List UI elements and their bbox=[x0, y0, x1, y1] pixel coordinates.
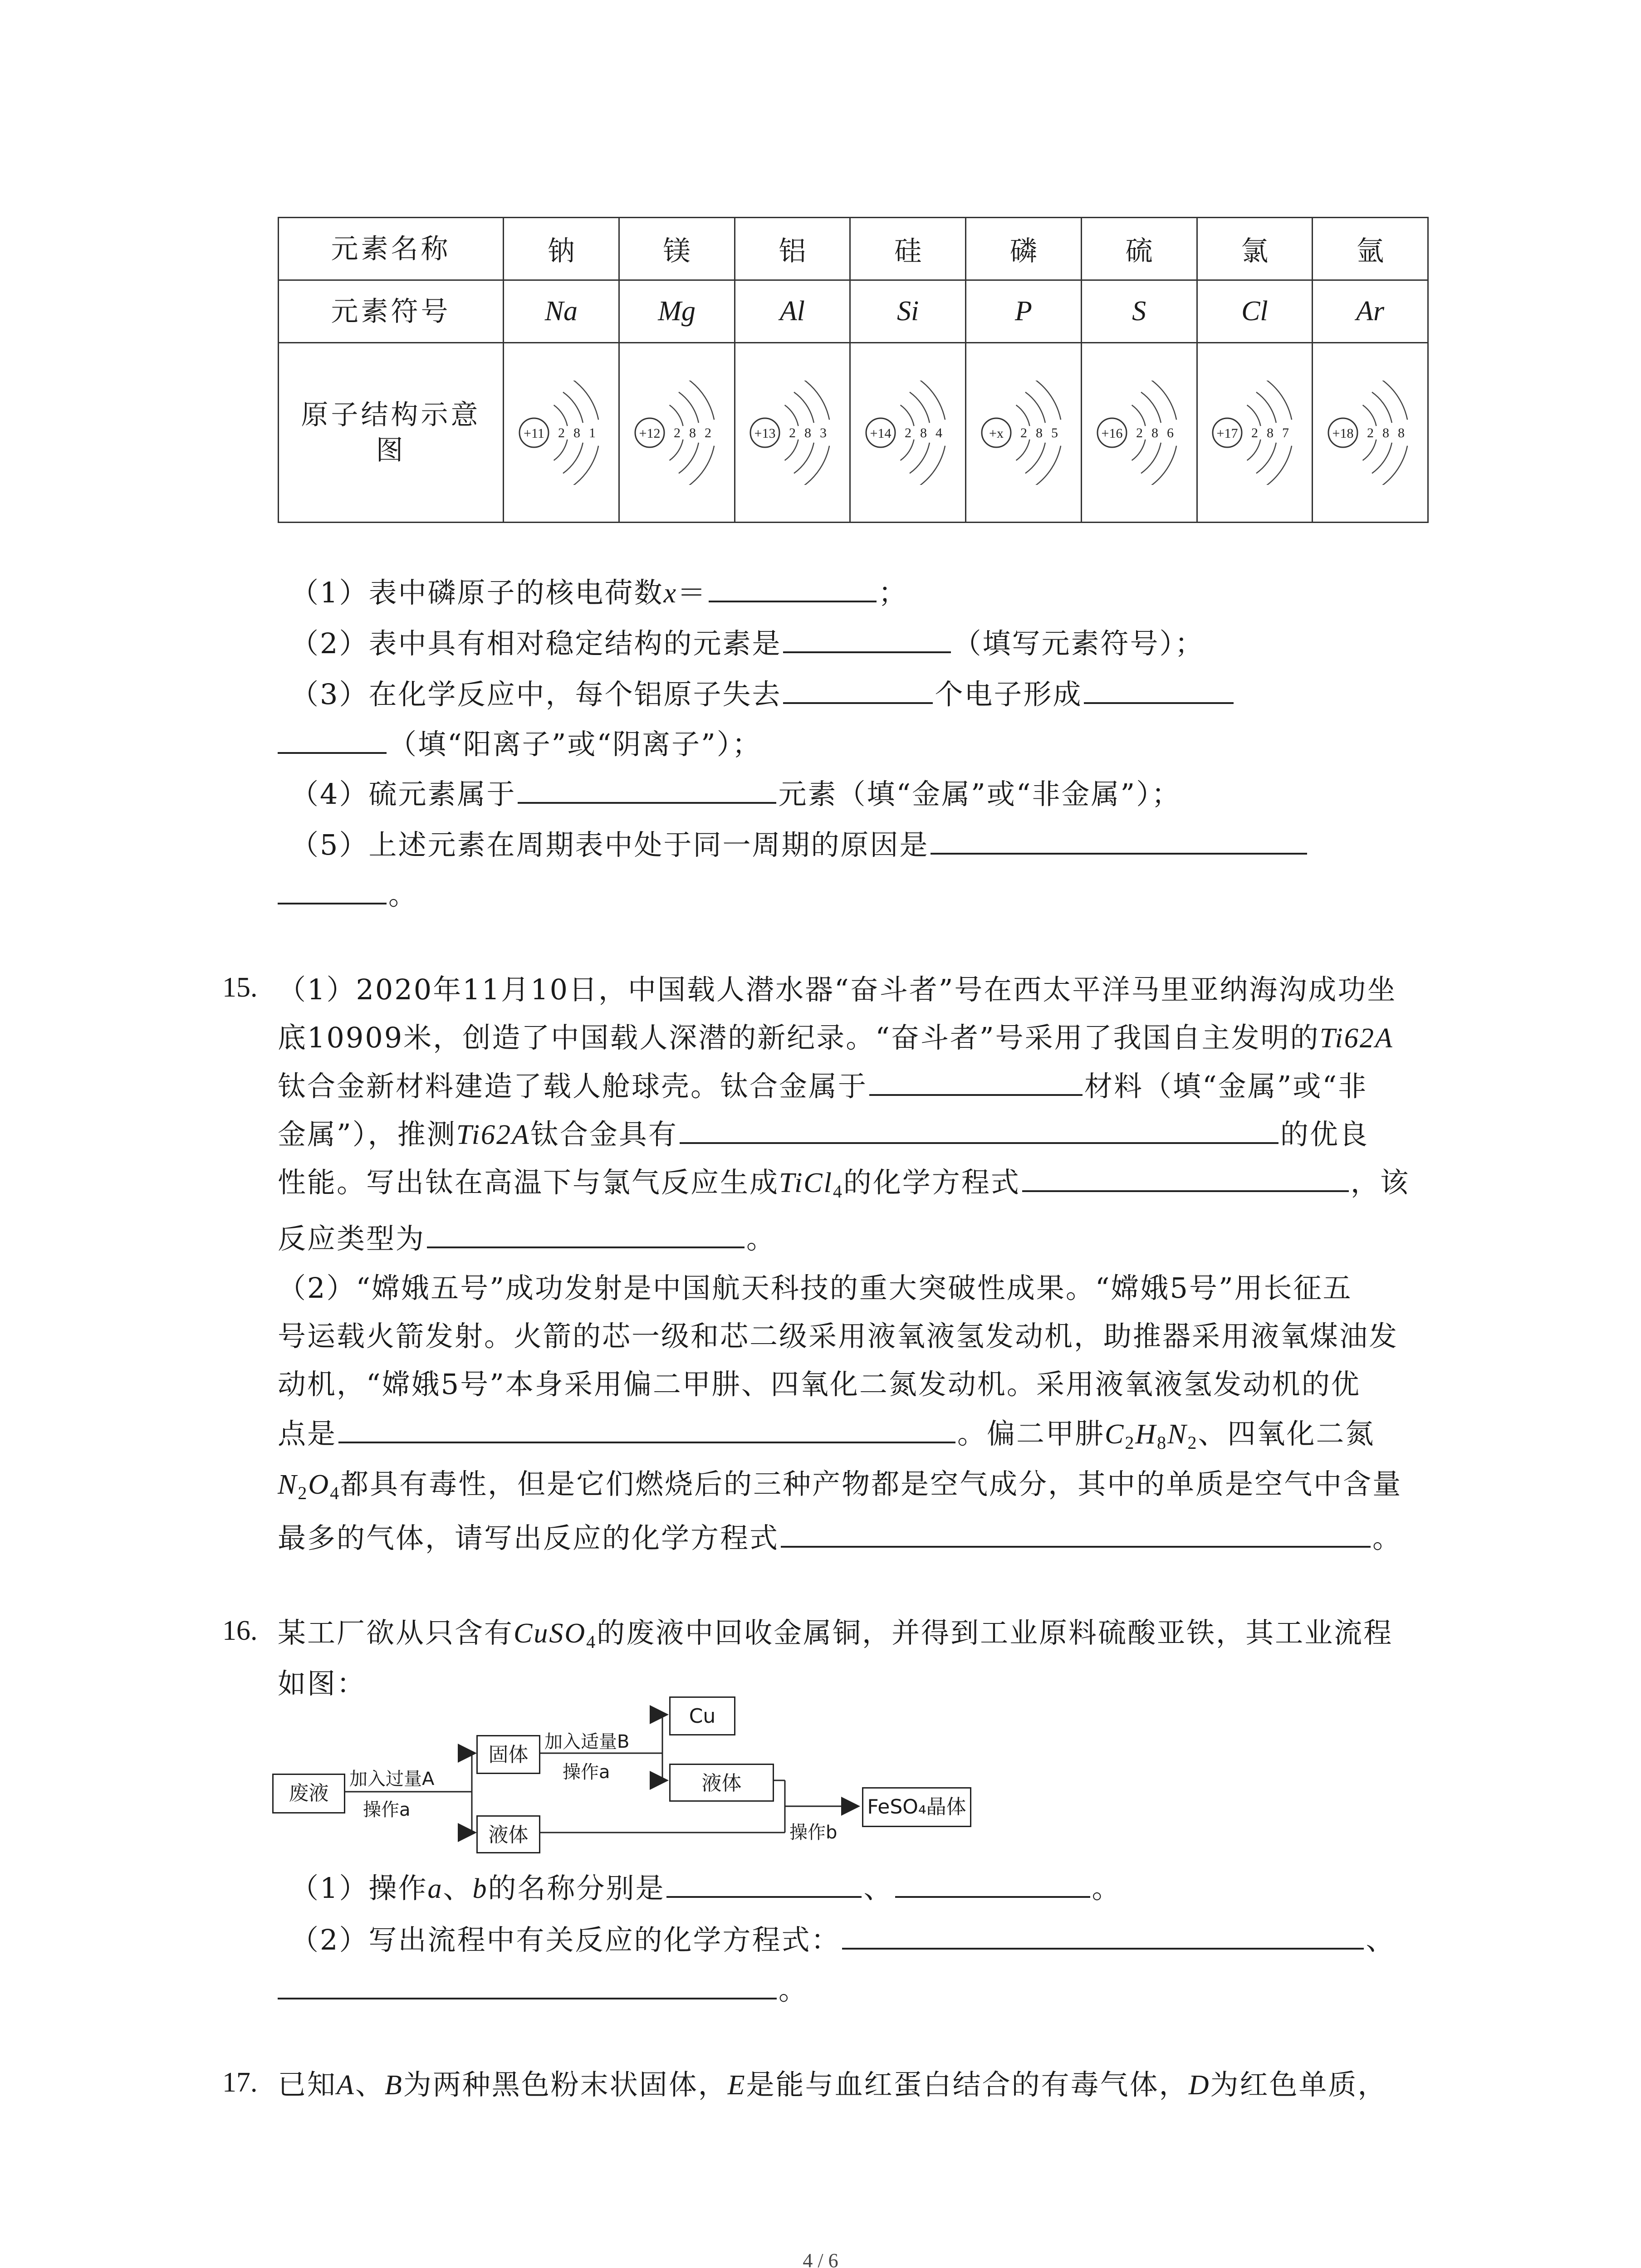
electron-shell-arc bbox=[563, 442, 583, 473]
q14-part3-cont: （填“阳离子”或“阴离子”）； bbox=[278, 726, 762, 763]
shell-electron-count: 6 bbox=[1166, 425, 1174, 440]
atom-structure-svg bbox=[1202, 381, 1307, 485]
answer-blank-q16-2b[interactable] bbox=[278, 1971, 777, 1999]
q17-number: 17. bbox=[222, 2067, 258, 2098]
electron-shell-arc bbox=[679, 392, 699, 423]
q14-part3: （3）在化学反应中，每个铝原子失去 个电子形成 bbox=[290, 676, 1235, 713]
element-symbol-si: Si bbox=[850, 280, 966, 343]
box-solid: 固体 bbox=[476, 1735, 540, 1774]
atom-diagram-al bbox=[735, 343, 850, 523]
electron-shell-arc bbox=[1363, 405, 1376, 426]
electron-shell-arc bbox=[1247, 405, 1261, 426]
answer-blank-q14-5a[interactable] bbox=[931, 826, 1307, 855]
electron-shell-arc bbox=[572, 381, 598, 420]
shell-electron-count: 2 bbox=[1251, 425, 1259, 440]
shell-electron-count: 8 bbox=[920, 425, 927, 440]
q15-line4: 金属”），推测Ti62A钛合金具有 的优良 bbox=[278, 1116, 1369, 1153]
element-symbol-p: P bbox=[966, 280, 1082, 343]
label-op-a-2: 操作a bbox=[563, 1762, 610, 1783]
q17-line1: 已知A、B为两种黑色粉末状固体，E是能与血红蛋白结合的有毒气体，D为红色单质， bbox=[278, 2068, 1387, 2101]
atom-structure-svg bbox=[856, 381, 960, 485]
q14-part1: （1）表中磷原子的核电荷数x＝ ； bbox=[290, 574, 908, 611]
element-name-al: 铝 bbox=[735, 218, 850, 280]
electron-shell-arc bbox=[1266, 445, 1292, 484]
row-header-name: 元素名称 bbox=[279, 218, 504, 280]
q15-line2: 底10909米，创造了中国载人深潜的新纪录。“奋斗者”号采用了我国自主发明的Ti62A bbox=[278, 1021, 1394, 1054]
table-row-symbols bbox=[279, 280, 1428, 343]
shell-electron-count: 8 bbox=[573, 425, 580, 440]
electron-shell-arc bbox=[1034, 445, 1061, 484]
shell-electron-count: 2 bbox=[558, 425, 565, 440]
table-row-names bbox=[279, 218, 1428, 280]
electron-shell-arc bbox=[803, 445, 830, 484]
electron-shell-arc bbox=[572, 445, 598, 484]
electron-shell-arc bbox=[1016, 439, 1029, 460]
page-number: 4 / 6 bbox=[803, 2249, 838, 2268]
shell-electron-count: 8 bbox=[1267, 425, 1274, 440]
nucleus-charge: +x bbox=[989, 425, 1004, 441]
electron-shell-arc bbox=[1150, 381, 1176, 420]
element-name-cl: 氯 bbox=[1197, 218, 1313, 280]
q16-part1: （1）操作a、b的名称分别是 、 。 bbox=[290, 1870, 1122, 1907]
electron-shell-arc bbox=[563, 392, 583, 423]
q14-part5-cont: 。 bbox=[278, 876, 418, 913]
answer-blank-q15-2[interactable] bbox=[680, 1116, 1279, 1144]
q15-line9: 动机，“嫦娥5号”本身采用偏二甲肼、四氧化二氮发动机。采用液氧液氢发动机的优 bbox=[278, 1368, 1361, 1401]
atom-diagram-ar bbox=[1313, 343, 1428, 523]
electron-shell-arc bbox=[554, 439, 567, 460]
box-liquid-2: 液体 bbox=[669, 1764, 774, 1802]
atom-diagram-p bbox=[966, 343, 1082, 523]
q15-line11: $N_2O_4$都具有毒性，但是它们燃烧后的三种产物都是空气成分，其中的单质是空气中含量 bbox=[278, 1467, 1402, 1503]
element-table bbox=[278, 217, 1429, 523]
electron-shell-arc bbox=[1141, 442, 1161, 473]
q15-line6: 反应类型为 。 bbox=[278, 1220, 776, 1257]
box-copper: Cu bbox=[669, 1696, 735, 1735]
nucleus-charge: +12 bbox=[639, 425, 661, 441]
shell-electron-count: 3 bbox=[820, 425, 827, 440]
atom-diagram-na bbox=[504, 343, 619, 523]
electron-shell-arc bbox=[1025, 392, 1045, 423]
answer-blank-q14-2[interactable] bbox=[783, 625, 951, 653]
element-name-p: 磷 bbox=[966, 218, 1082, 280]
shell-electron-count: 7 bbox=[1282, 425, 1289, 440]
box-liquid-1: 液体 bbox=[476, 1815, 540, 1853]
answer-blank-q15-5[interactable] bbox=[338, 1415, 955, 1443]
shell-electron-count: 8 bbox=[689, 425, 696, 440]
atom-structure-svg bbox=[740, 381, 844, 485]
electron-shell-arc bbox=[919, 445, 945, 484]
q15-line12: 最多的气体，请写出反应的化学方程式 。 bbox=[278, 1520, 1402, 1556]
shell-electron-count: 2 bbox=[1136, 425, 1143, 440]
electron-shell-arc bbox=[1381, 381, 1407, 420]
box-waste-liquid: 废液 bbox=[272, 1774, 345, 1813]
q16-number: 16. bbox=[222, 1615, 258, 1646]
q16-line2: 如图： bbox=[278, 1667, 367, 1700]
shell-electron-count: 2 bbox=[1367, 425, 1374, 440]
row-header-diagram: 原子结构示意图 bbox=[279, 343, 504, 523]
q15-number: 15. bbox=[222, 972, 258, 1003]
electron-shell-arc bbox=[910, 392, 930, 423]
electron-shell-arc bbox=[1256, 392, 1276, 423]
answer-blank-q15-1[interactable] bbox=[869, 1068, 1083, 1096]
electron-shell-arc bbox=[794, 392, 814, 423]
electron-shell-arc bbox=[679, 442, 699, 473]
shell-electron-count: 5 bbox=[1051, 425, 1058, 440]
q16-line1: 某工厂欲从只含有CuSO$_4$的废液中回收金属铜，并得到工业原料硫酸亚铁，其工业流程 bbox=[278, 1616, 1393, 1652]
shell-electron-count: 8 bbox=[1398, 425, 1405, 440]
electron-shell-arc bbox=[1266, 381, 1292, 420]
electron-shell-arc bbox=[1381, 445, 1407, 484]
q16-part2-cont: 。 bbox=[278, 1971, 808, 2008]
element-symbol-mg: Mg bbox=[619, 280, 735, 343]
answer-blank-q16-2a[interactable] bbox=[842, 1921, 1364, 1950]
label-add-excess-a: 加入过量A bbox=[349, 1769, 435, 1789]
nucleus-charge: +13 bbox=[754, 425, 776, 441]
element-symbol-ar: Ar bbox=[1313, 280, 1428, 343]
q15-line5: 性能。写出钛在高温下与氯气反应生成TiCl$_4$的化学方程式 ，该 bbox=[278, 1164, 1410, 1201]
electron-shell-arc bbox=[1132, 405, 1145, 426]
electron-shell-arc bbox=[688, 381, 714, 420]
shell-electron-count: 8 bbox=[804, 425, 812, 440]
electron-shell-arc bbox=[803, 381, 830, 420]
nucleus-charge: +14 bbox=[870, 425, 892, 441]
atom-diagram-s bbox=[1081, 343, 1197, 523]
element-name-s: 硫 bbox=[1081, 218, 1197, 280]
atom-diagram-si bbox=[850, 343, 966, 523]
electron-shell-arc bbox=[1025, 442, 1045, 473]
electron-shell-arc bbox=[910, 442, 930, 473]
element-name-mg: 镁 bbox=[619, 218, 735, 280]
box-feso4-crystal: FeSO₄晶体 bbox=[862, 1787, 971, 1827]
nucleus-charge: +11 bbox=[523, 425, 544, 441]
element-symbol-cl: Cl bbox=[1197, 280, 1313, 343]
element-name-na: 钠 bbox=[504, 218, 619, 280]
electron-shell-arc bbox=[688, 445, 714, 484]
electron-shell-arc bbox=[794, 442, 814, 473]
label-add-suitable-b: 加入适量B bbox=[544, 1731, 630, 1752]
electron-shell-arc bbox=[1016, 405, 1029, 426]
q16-part2: （2）写出流程中有关反应的化学方程式： 、 bbox=[290, 1921, 1395, 1958]
shell-electron-count: 8 bbox=[1151, 425, 1158, 440]
q15-line10: 点是 。偏二甲肼$C_2H_8N_2$、四氧化二氮 bbox=[278, 1415, 1375, 1452]
answer-blank-q14-3a[interactable] bbox=[783, 676, 933, 704]
answer-blank-q16-1b[interactable] bbox=[895, 1870, 1090, 1898]
element-symbol-na: Na bbox=[504, 280, 619, 343]
q15-line3: 钛合金新材料建造了载人舱球壳。钛合金属于 材料（填“金属”或“非 bbox=[278, 1068, 1367, 1105]
answer-blank-q14-3b[interactable] bbox=[1084, 676, 1234, 704]
label-op-b: 操作b bbox=[789, 1822, 838, 1843]
nucleus-charge: +18 bbox=[1332, 425, 1354, 441]
electron-shell-arc bbox=[554, 405, 567, 426]
answer-blank-q14-1[interactable] bbox=[709, 574, 877, 602]
electron-shell-arc bbox=[1363, 439, 1376, 460]
shell-electron-count: 1 bbox=[588, 425, 596, 440]
shell-electron-count: 2 bbox=[789, 425, 796, 440]
element-name-ar: 氩 bbox=[1313, 218, 1428, 280]
electron-shell-arc bbox=[1132, 439, 1145, 460]
atom-structure-svg bbox=[625, 381, 729, 485]
electron-shell-arc bbox=[901, 439, 914, 460]
answer-blank-q14-4[interactable] bbox=[518, 776, 776, 804]
shell-electron-count: 2 bbox=[704, 425, 711, 440]
atom-diagram-cl bbox=[1197, 343, 1313, 523]
q14-part2: （2）表中具有相对稳定结构的元素是 （填写元素符号）； bbox=[290, 625, 1204, 662]
shell-electron-count: 4 bbox=[936, 425, 943, 440]
shell-electron-count: 2 bbox=[673, 425, 681, 440]
shell-electron-count: 2 bbox=[905, 425, 912, 440]
atom-diagram-mg bbox=[619, 343, 735, 523]
answer-blank-q15-4[interactable] bbox=[427, 1220, 745, 1248]
q14-part4: （4）硫元素属于 元素（填“金属”或“非金属”）； bbox=[290, 776, 1181, 812]
answer-blank-q15-3[interactable] bbox=[1022, 1164, 1349, 1192]
electron-shell-arc bbox=[785, 439, 798, 460]
electron-shell-arc bbox=[901, 405, 914, 426]
answer-blank-q14-5b[interactable] bbox=[278, 876, 387, 904]
element-symbol-al: Al bbox=[735, 280, 850, 343]
electron-shell-arc bbox=[1247, 439, 1261, 460]
shell-electron-count: 8 bbox=[1382, 425, 1390, 440]
electron-shell-arc bbox=[1256, 442, 1276, 473]
answer-blank-q14-3c[interactable] bbox=[278, 726, 387, 754]
q15-line8: 号运载火箭发射。火箭的芯一级和芯二级采用液氧液氢发动机，助推器采用液氧煤油发 bbox=[278, 1320, 1399, 1353]
q15-line7: （2）“嫦娥五号”成功发射是中国航天科技的重大突破性成果。“嫦娥5号”用长征五 bbox=[278, 1271, 1352, 1305]
row-header-symbol: 元素符号 bbox=[279, 280, 504, 343]
electron-shell-arc bbox=[919, 381, 945, 420]
atom-structure-svg bbox=[1087, 381, 1191, 485]
atom-structure-svg bbox=[971, 381, 1076, 485]
electron-shell-arc bbox=[1150, 445, 1176, 484]
q15-line1: （1）2020年11月10日，中国载人潜水器“奋斗者”号在西太平洋马里亚纳海沟成功坐 bbox=[278, 973, 1397, 1006]
answer-blank-q16-1a[interactable] bbox=[666, 1870, 862, 1898]
nucleus-charge: +16 bbox=[1101, 425, 1123, 441]
electron-shell-arc bbox=[1372, 442, 1392, 473]
element-symbol-s: S bbox=[1081, 280, 1197, 343]
table-row-diagrams bbox=[279, 343, 1428, 523]
answer-blank-q15-6[interactable] bbox=[781, 1520, 1371, 1548]
shell-electron-count: 8 bbox=[1035, 425, 1043, 440]
shell-electron-count: 2 bbox=[1020, 425, 1027, 440]
electron-shell-arc bbox=[669, 405, 683, 426]
electron-shell-arc bbox=[785, 405, 798, 426]
atom-structure-svg bbox=[509, 381, 613, 485]
nucleus-charge: +17 bbox=[1216, 425, 1238, 441]
electron-shell-arc bbox=[1034, 381, 1061, 420]
label-op-a-1: 操作a bbox=[363, 1799, 411, 1820]
element-name-si: 硅 bbox=[850, 218, 966, 280]
electron-shell-arc bbox=[1372, 392, 1392, 423]
atom-structure-svg bbox=[1318, 381, 1422, 485]
electron-shell-arc bbox=[1141, 392, 1161, 423]
q14-part5: （5）上述元素在周期表中处于同一周期的原因是 bbox=[290, 826, 1309, 863]
electron-shell-arc bbox=[669, 439, 683, 460]
